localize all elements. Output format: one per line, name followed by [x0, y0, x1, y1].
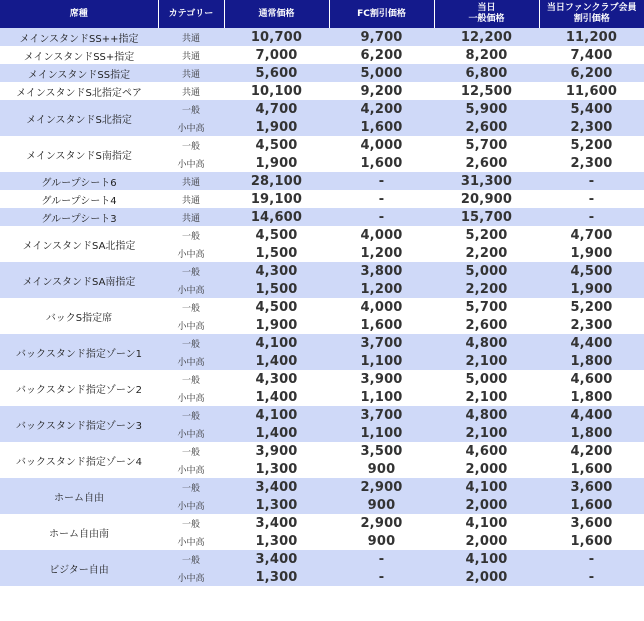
same-day-general-price-cell: 2,100 [434, 352, 539, 370]
fc-discount-price-cell: 4,200 [329, 100, 434, 118]
same-day-general-price-cell: 5,700 [465, 299, 508, 315]
fc-discount-price-cell: - [329, 568, 434, 586]
regular-price-cell: 5,600 [224, 64, 329, 82]
category-cell: 共通 [158, 172, 224, 190]
regular-price-cell: 4,500 [255, 227, 298, 243]
table-row [0, 370, 644, 388]
category-cell: 小中高 [177, 465, 205, 476]
regular-price-cell: 10,700 [224, 28, 329, 46]
same-day-general-price-cell: 20,900 [460, 191, 513, 207]
same-day-fc-member-price-cell: 4,200 [570, 443, 613, 459]
regular-price-cell: 19,100 [250, 191, 303, 207]
header-seat-type: 席種 [0, 0, 158, 28]
category-cell: 小中高 [158, 496, 224, 514]
same-day-general-price-cell: 4,100 [434, 550, 539, 568]
fc-discount-price-cell: 1,100 [329, 352, 434, 370]
same-day-general-price-cell: 31,300 [434, 172, 539, 190]
regular-price-cell: 4,500 [255, 299, 298, 315]
regular-price-cell: 10,100 [250, 83, 303, 99]
fc-discount-price-cell: 900 [367, 533, 396, 549]
header-same-day-fc-member-price: 当日ファンクラブ会員 割引価格 [539, 0, 644, 28]
same-day-fc-member-price-cell: - [539, 550, 644, 568]
same-day-general-price-cell: 2,100 [434, 424, 539, 442]
seat-type-cell: グループシート3 [0, 208, 158, 226]
category-cell: 小中高 [158, 280, 224, 298]
table-row [0, 334, 644, 352]
same-day-fc-member-price-cell: 4,500 [539, 262, 644, 280]
seat-type-cell: グループシート6 [0, 172, 158, 190]
regular-price-cell: 1,400 [224, 352, 329, 370]
same-day-fc-member-price-cell: 1,800 [539, 424, 644, 442]
same-day-fc-member-price-cell: 5,200 [570, 299, 613, 315]
table-row [0, 46, 644, 64]
same-day-fc-member-price-cell: 7,400 [570, 47, 613, 63]
fc-discount-price-cell: 9,700 [329, 28, 434, 46]
same-day-general-price-cell: 2,200 [434, 280, 539, 298]
category-cell: 共通 [158, 64, 224, 82]
regular-price-cell: 1,400 [255, 389, 298, 405]
seat-type-cell: バックスタンド指定ゾーン2 [15, 384, 143, 396]
category-cell: 小中高 [177, 537, 205, 548]
seat-type-cell: メインスタンドS南指定 [26, 150, 132, 162]
table-row [0, 82, 644, 100]
category-cell: 一般 [181, 141, 200, 152]
category-cell: 小中高 [177, 159, 205, 170]
category-cell: 一般 [181, 375, 200, 386]
seat-type-cell: メインスタンドSA北指定 [22, 240, 136, 252]
fc-discount-price-cell: 900 [367, 461, 396, 477]
table-row [0, 406, 644, 424]
same-day-general-price-cell: 4,800 [434, 406, 539, 424]
table-row [0, 514, 644, 532]
fc-discount-price-cell: 9,200 [360, 83, 403, 99]
fc-discount-price-cell: 5,000 [329, 64, 434, 82]
regular-price-cell: 1,400 [224, 424, 329, 442]
same-day-general-price-cell: 2,600 [465, 155, 508, 171]
regular-price-cell: 4,500 [255, 137, 298, 153]
category-cell: 一般 [181, 231, 200, 242]
table-row [0, 64, 644, 82]
same-day-general-price-cell: 6,800 [434, 64, 539, 82]
same-day-fc-member-price-cell: 4,400 [539, 406, 644, 424]
same-day-fc-member-price-cell: 3,600 [570, 515, 613, 531]
same-day-fc-member-price-cell: 1,600 [570, 461, 613, 477]
category-cell: 一般 [181, 303, 200, 314]
seat-type-cell: メインスタンドSS+指定 [23, 51, 135, 63]
same-day-general-price-cell: 4,600 [465, 443, 508, 459]
same-day-fc-member-price-cell: 11,200 [539, 28, 644, 46]
same-day-general-price-cell: 12,500 [460, 83, 513, 99]
fc-discount-price-cell: 3,900 [360, 371, 403, 387]
seat-type-cell: バックスタンド指定ゾーン4 [15, 456, 143, 468]
fc-discount-price-cell: - [378, 191, 385, 207]
table-row [0, 478, 644, 496]
category-cell: 一般 [158, 478, 224, 496]
regular-price-cell: 3,400 [255, 515, 298, 531]
regular-price-cell: 1,500 [224, 280, 329, 298]
regular-price-cell: 4,300 [255, 371, 298, 387]
same-day-general-price-cell: 8,200 [465, 47, 508, 63]
same-day-general-price-cell: 2,200 [465, 245, 508, 261]
same-day-fc-member-price-cell: 1,800 [570, 389, 613, 405]
table-row [0, 172, 644, 190]
category-cell: 一般 [158, 262, 224, 280]
same-day-fc-member-price-cell: 2,300 [539, 118, 644, 136]
category-cell: 小中高 [158, 568, 224, 586]
regular-price-cell: 28,100 [224, 172, 329, 190]
seat-type-cell: メインスタンドSA南指定 [0, 262, 158, 298]
table-row [0, 100, 644, 118]
same-day-fc-member-price-cell: 2,300 [570, 317, 613, 333]
regular-price-cell: 4,300 [224, 262, 329, 280]
regular-price-cell: 1,900 [224, 118, 329, 136]
regular-price-cell: 1,300 [224, 496, 329, 514]
same-day-fc-member-price-cell: - [539, 208, 644, 226]
regular-price-cell: 3,400 [224, 550, 329, 568]
category-cell: 共通 [158, 208, 224, 226]
same-day-general-price-cell: 5,700 [465, 137, 508, 153]
same-day-general-price-cell: 2,000 [434, 568, 539, 586]
same-day-general-price-cell: 5,200 [465, 227, 508, 243]
same-day-fc-member-price-cell: 1,900 [539, 280, 644, 298]
regular-price-cell: 14,600 [224, 208, 329, 226]
category-cell: 小中高 [177, 393, 205, 404]
same-day-fc-member-price-cell: 11,600 [565, 83, 618, 99]
seat-type-cell: バックS指定席 [45, 312, 113, 324]
same-day-fc-member-price-cell: 5,200 [570, 137, 613, 153]
header-same-day-general-price: 当日 一般価格 [434, 0, 539, 28]
category-cell: 共通 [158, 28, 224, 46]
fc-discount-price-cell: - [329, 172, 434, 190]
same-day-general-price-cell: 2,600 [434, 118, 539, 136]
regular-price-cell: 1,500 [255, 245, 298, 261]
seat-type-cell: ビジター自由 [0, 550, 158, 586]
category-cell: 一般 [158, 334, 224, 352]
same-day-fc-member-price-cell: 2,300 [570, 155, 613, 171]
seat-type-cell: バックスタンド指定ゾーン3 [0, 406, 158, 442]
same-day-fc-member-price-cell: 5,400 [539, 100, 644, 118]
regular-price-cell: 1,900 [255, 155, 298, 171]
fc-discount-price-cell: 1,600 [360, 155, 403, 171]
same-day-fc-member-price-cell: 4,600 [570, 371, 613, 387]
same-day-fc-member-price-cell: 4,700 [570, 227, 613, 243]
same-day-general-price-cell: 5,000 [465, 371, 508, 387]
fc-discount-price-cell: 2,900 [329, 478, 434, 496]
regular-price-cell: 3,900 [255, 443, 298, 459]
seat-type-cell: メインスタンドSS++指定 [0, 28, 158, 46]
regular-price-cell: 4,100 [224, 334, 329, 352]
seat-type-cell: グループシート4 [41, 195, 117, 207]
fc-discount-price-cell: 2,900 [360, 515, 403, 531]
same-day-general-price-cell: 15,700 [434, 208, 539, 226]
regular-price-cell: 1,300 [224, 568, 329, 586]
category-cell: 小中高 [158, 118, 224, 136]
category-cell: 共通 [181, 87, 200, 98]
category-cell: 共通 [181, 51, 200, 62]
same-day-general-price-cell: 2,000 [465, 533, 508, 549]
category-cell: 小中高 [158, 424, 224, 442]
fc-discount-price-cell: 3,500 [360, 443, 403, 459]
same-day-general-price-cell: 4,100 [434, 478, 539, 496]
regular-price-cell: 4,700 [224, 100, 329, 118]
table-row [0, 190, 644, 208]
category-cell: 一般 [158, 550, 224, 568]
category-cell: 一般 [158, 100, 224, 118]
same-day-fc-member-price-cell: - [588, 191, 595, 207]
category-cell: 小中高 [158, 352, 224, 370]
fc-discount-price-cell: 1,600 [329, 118, 434, 136]
seat-type-cell: メインスタンドSS指定 [0, 64, 158, 82]
fc-discount-price-cell: - [329, 208, 434, 226]
same-day-general-price-cell: 4,100 [465, 515, 508, 531]
category-cell: 小中高 [177, 249, 205, 260]
fc-discount-price-cell: 3,700 [329, 406, 434, 424]
regular-price-cell: 3,400 [224, 478, 329, 496]
seat-type-cell: メインスタンドS北指定ペア [16, 87, 142, 99]
category-cell: 共通 [181, 195, 200, 206]
fc-discount-price-cell: 3,800 [329, 262, 434, 280]
fc-discount-price-cell: 900 [329, 496, 434, 514]
table-row [0, 226, 644, 244]
same-day-fc-member-price-cell: 1,900 [570, 245, 613, 261]
same-day-general-price-cell: 2,000 [465, 461, 508, 477]
fc-discount-price-cell: 1,100 [329, 424, 434, 442]
fc-discount-price-cell: 1,600 [360, 317, 403, 333]
seat-type-cell: メインスタンドS北指定 [0, 100, 158, 136]
same-day-general-price-cell: 4,800 [434, 334, 539, 352]
table-row [0, 28, 644, 46]
seat-type-cell: バックスタンド指定ゾーン1 [0, 334, 158, 370]
fc-discount-price-cell: 1,200 [329, 280, 434, 298]
fc-discount-price-cell: - [329, 550, 434, 568]
table-row [0, 262, 644, 280]
same-day-general-price-cell: 2,000 [434, 496, 539, 514]
fc-discount-price-cell: 1,100 [360, 389, 403, 405]
category-cell: 一般 [181, 447, 200, 458]
same-day-fc-member-price-cell: 1,600 [570, 533, 613, 549]
regular-price-cell: 7,000 [255, 47, 298, 63]
fc-discount-price-cell: 3,700 [329, 334, 434, 352]
header-fc-discount-price: FC割引価格 [329, 0, 434, 28]
table-row [0, 442, 644, 460]
same-day-general-price-cell: 5,900 [434, 100, 539, 118]
same-day-general-price-cell: 5,000 [434, 262, 539, 280]
regular-price-cell: 1,300 [255, 533, 298, 549]
header-category: カテゴリー [158, 0, 224, 28]
same-day-fc-member-price-cell: 3,600 [539, 478, 644, 496]
same-day-general-price-cell: 12,200 [434, 28, 539, 46]
fc-discount-price-cell: 4,000 [360, 299, 403, 315]
header-regular-price: 通常価格 [224, 0, 329, 28]
fc-discount-price-cell: 4,000 [360, 227, 403, 243]
category-cell: 小中高 [177, 321, 205, 332]
same-day-general-price-cell: 2,600 [465, 317, 508, 333]
category-cell: 一般 [158, 406, 224, 424]
regular-price-cell: 1,300 [255, 461, 298, 477]
table-row [0, 298, 644, 316]
same-day-fc-member-price-cell: 1,800 [539, 352, 644, 370]
price-table-body [0, 28, 644, 586]
seat-type-cell: ホーム自由 [0, 478, 158, 514]
header-row [0, 0, 644, 28]
table-row [0, 208, 644, 226]
regular-price-cell: 1,900 [255, 317, 298, 333]
table-row [0, 136, 644, 154]
fc-discount-price-cell: 6,200 [360, 47, 403, 63]
same-day-general-price-cell: 2,100 [465, 389, 508, 405]
same-day-fc-member-price-cell: 6,200 [539, 64, 644, 82]
regular-price-cell: 4,100 [224, 406, 329, 424]
same-day-fc-member-price-cell: 4,400 [539, 334, 644, 352]
seat-type-cell: ホーム自由南 [49, 528, 109, 540]
fc-discount-price-cell: 1,200 [360, 245, 403, 261]
same-day-fc-member-price-cell: 1,600 [539, 496, 644, 514]
category-cell: 一般 [181, 519, 200, 530]
same-day-fc-member-price-cell: - [539, 568, 644, 586]
same-day-fc-member-price-cell: - [539, 172, 644, 190]
fc-discount-price-cell: 4,000 [360, 137, 403, 153]
table-row [0, 550, 644, 568]
